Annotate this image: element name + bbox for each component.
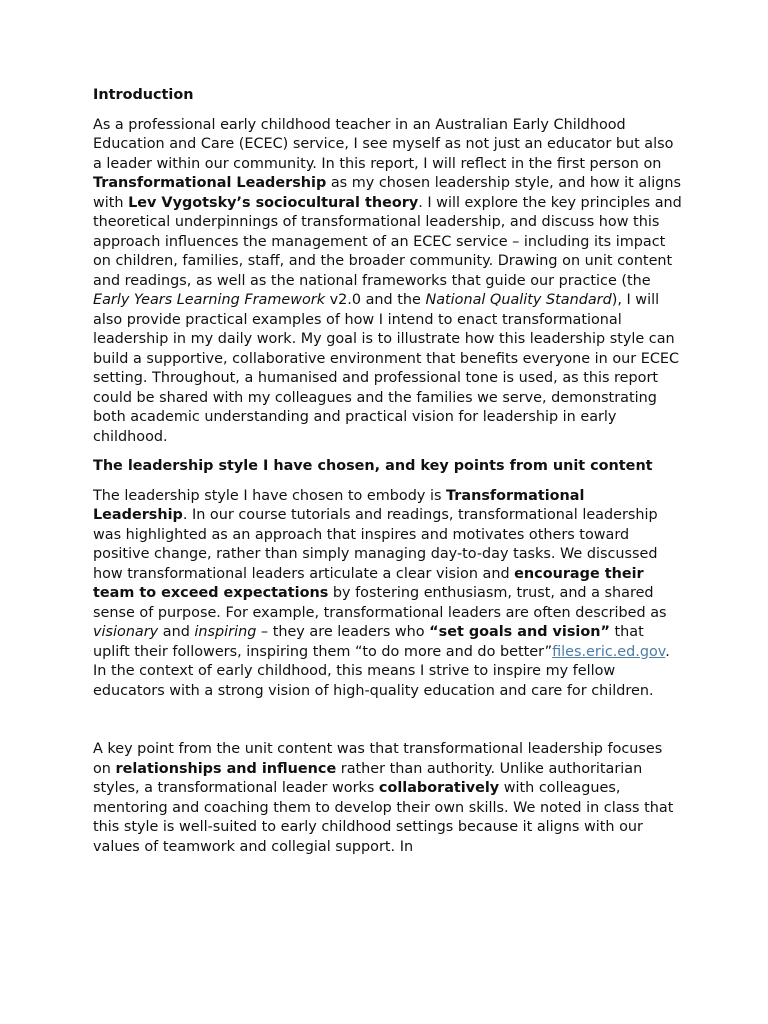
document-page	[93, 86, 683, 857]
s1p2-text-2: rather than authority. Unlike authoritarian styles, a transformational leader works	[93, 760, 643, 796]
intro-text-3: . I will explore the key principles and theoretical underpinnings of transformational leadership, and discuss how this approach influences the management of an ECEC service – including its impact on children, families, staff, and the broader community. Drawing on unit content and readings, as well as the national frameworks that guide our practice (the	[93, 194, 682, 289]
section-paragraph-1	[93, 487, 683, 702]
s1p1-italic-visionary: visionary	[93, 624, 159, 640]
s1p1-italic-inspiring: inspiring	[194, 624, 257, 640]
intro-text-2: as my chosen leadership style, and how it aligns with	[93, 175, 681, 211]
intro-italic-eylf: Early Years Learning Framework	[93, 292, 326, 308]
intro-text-5: ), I will also provide practical examples of how I intend to enact transformational leadership in my daily work. My goal is to illustrate how this leadership style can build a supportive, collaborative environment that benefits everyone in our ECEC setting. Throughout, a humanised and professional tone is used, as this report could be shared with my colleagues and the families we serve, demonstrating both academic understanding and practical vision for leadership in early childhood.	[93, 292, 680, 445]
s1p1-text-5: – they are leaders who	[256, 624, 430, 640]
section-paragraph-2	[93, 740, 683, 857]
s1p1-text-1: The leadership style I have chosen to embody is	[93, 487, 447, 504]
intro-bold-transformational-leadership: Transformational Leadership	[93, 175, 327, 191]
s1p1-bold-exceed-expectations: encourage their team to exceed expectations	[93, 565, 644, 601]
intro-text-4: v2.0 and the	[325, 292, 426, 308]
intro-heading: Introduction	[93, 87, 194, 103]
s1p1-text-4: and	[158, 624, 195, 640]
s1p2-text-1: A key point from the unit content was that transformational leadership focuses on	[93, 741, 663, 777]
intro-paragraph	[93, 116, 683, 448]
s1p1-bold-set-goals: “set goals and vision”	[429, 624, 610, 640]
intro-bold-vygotsky: Lev Vygotsky’s sociocultural theory	[128, 194, 419, 211]
source-link-eric[interactable]: files.eric.ed.gov	[552, 643, 666, 660]
s1p1-text-7: . In the context of early childhood, this means I strive to inspire my fellow educators with a strong vision of high-quality education and care for children.	[93, 643, 670, 699]
s1p1-text-6: that uplift their followers, inspiring them “to do more and do better”	[93, 624, 644, 660]
s1p2-text-3: with colleagues, mentoring and coaching them to develop their own skills. We noted in class that this style is well-suited to early childhood settings because it aligns with our values of teamwork and collegial support. In	[93, 780, 674, 855]
s1p2-bold-relationships: relationships and influence	[115, 760, 337, 777]
section-heading-leadership-style: The leadership style I have chosen, and key points from unit content	[93, 458, 653, 474]
s1p1-text-2: . In our course tutorials and readings, transformational leadership was highlighted as an approach that inspires and motivates others toward positive change, rather than simply managing day-to-day tasks. We discussed how transformational leaders articulate a clear vision and	[93, 507, 658, 582]
intro-text-1: As a professional early childhood teacher in an Australian Early Childhood Education and Care (ECEC) service, I see myself as not just an educator but also a leader within our community. In this report, I will reflect in the first person on	[93, 116, 674, 172]
s1p1-text-3: by fostering enthusiasm, trust, and a shared sense of purpose. For example, transformational leaders are often described as	[93, 585, 667, 621]
intro-italic-nqs: National Quality Standard	[425, 292, 612, 308]
s1p1-bold-transformational-leadership: Transformational Leadership	[93, 487, 585, 523]
s1p2-bold-collaboratively: collaboratively	[378, 780, 500, 796]
